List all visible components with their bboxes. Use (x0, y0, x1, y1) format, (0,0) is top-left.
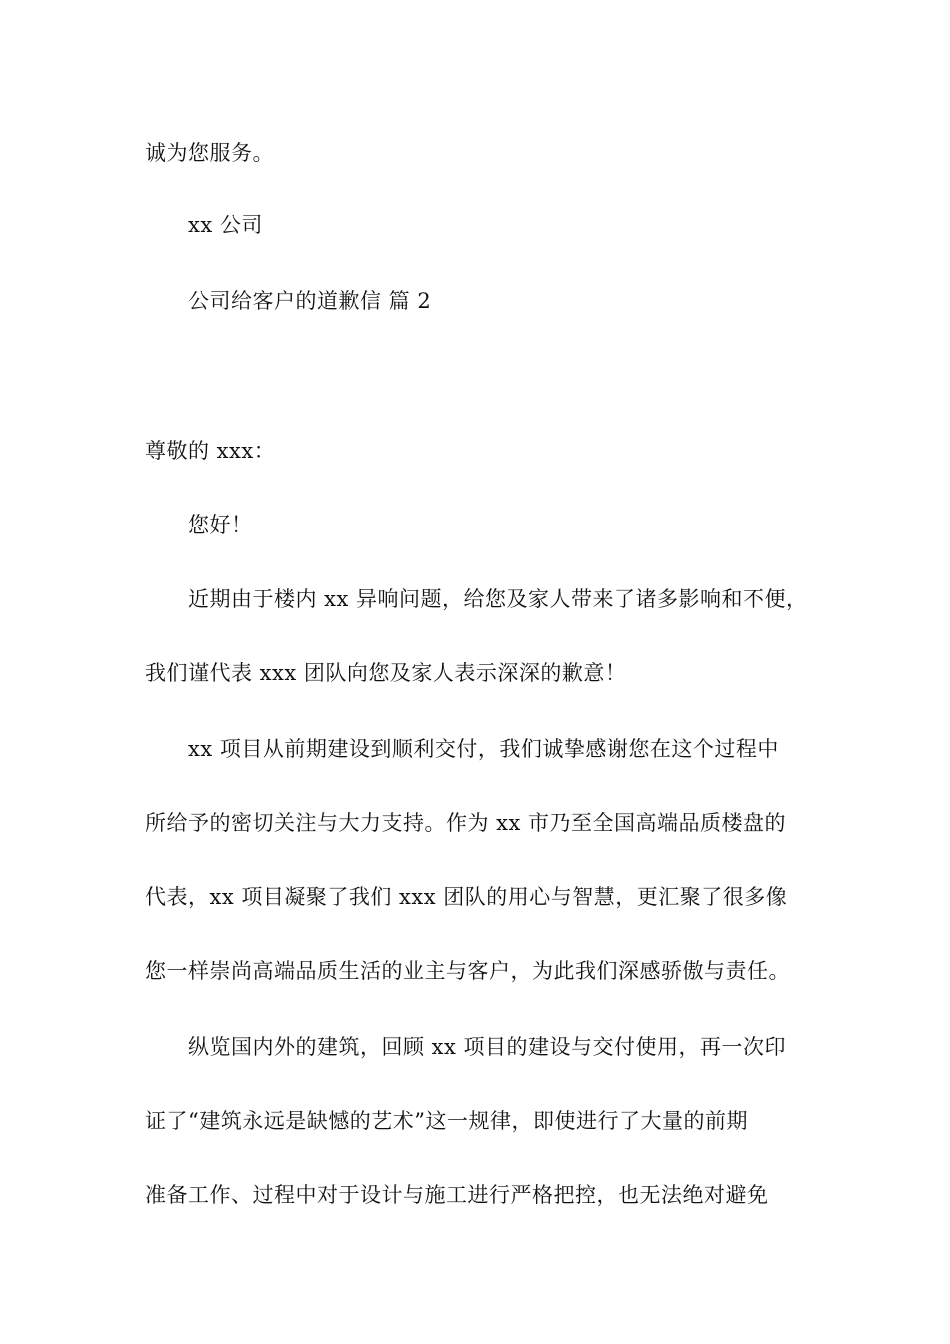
paragraph-line: 我们谨代表 xxx 团队向您及家人表示深深的歉意！ (145, 661, 627, 685)
text-line-closing: 诚为您服务。 (145, 141, 274, 165)
text-line-signature: xx 公司 (188, 213, 263, 237)
paragraph-line: 近期由于楼内 xx 异响问题，给您及家人带来了诸多影响和不便， (188, 587, 808, 611)
paragraph-line: 所给予的密切关注与大力支持。作为 xx 市乃至全国高端品质楼盘的 (145, 811, 787, 835)
paragraph-line: 代表，xx 项目凝聚了我们 xxx 团队的用心与智慧，更汇聚了很多像 (145, 885, 788, 909)
paragraph-line: 准备工作、过程中对于设计与施工进行严格把控，也无法绝对避免 (145, 1183, 769, 1207)
paragraph-line: xx 项目从前期建设到顺利交付，我们诚挚感谢您在这个过程中 (188, 737, 779, 761)
paragraph-line: 您一样崇尚高端品质生活的业主与客户，为此我们深感骄傲与责任。 (145, 959, 790, 983)
salutation: 尊敬的 xxx： (145, 439, 276, 463)
paragraph-line: 证了“建筑永远是缺憾的艺术”这一规律，即使进行了大量的前期 (145, 1109, 748, 1133)
paragraph-line: 纵览国内外的建筑，回顾 xx 项目的建设与交付使用，再一次印 (188, 1035, 787, 1059)
greeting: 您好！ (188, 513, 253, 537)
section-heading: 公司给客户的道歉信 篇 2 (188, 289, 432, 313)
